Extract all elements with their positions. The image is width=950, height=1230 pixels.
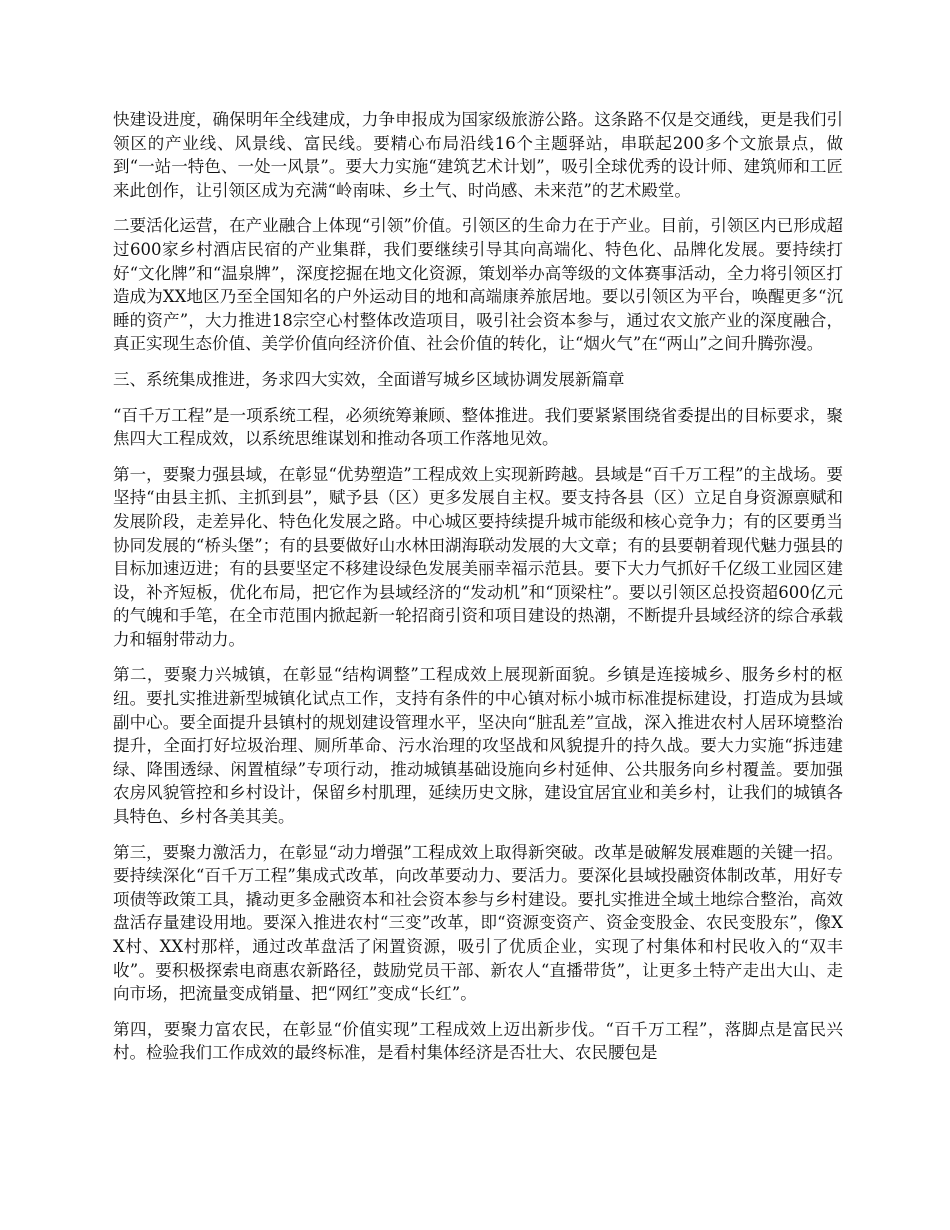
paragraph-4: 第一，要聚力强县域，在彰显“优势塑造”工程成效上实现新跨越。县域是“百千万工程”的主战场。要坚持“由县主抓、主抓到县”，赋予县（区）更多发展自主权。要支持各县（区）立足自身资源禀赋和发展阶段，走差异化、特色化发展之路。中心城区要持续提升城市能级和核心竞争力；有的区要勇当协同发展的“桥头堡”；有的县要做好山水林田湖海联动发展的大文章；有的县要朝着现代魅力强县的目标加速迈进；有的县要坚定不移建设绿色发展美丽幸福示范县。要下大力气抓好千亿级工业园区建设，补齐短板，优化布局，把它作为县域经济的“发动机”和“顶梁柱”。要以引领区总投资超600亿元的气魄和手笔，在全市范围内掀起新一轮招商引资和项目建设的热潮，不断提升县域经济的综合承载力和辐射带动力。 — [113, 464, 843, 649]
paragraph-1: 快建设进度，确保明年全线建成，力争申报成为国家级旅游公路。这条路不仅是交通线，更是我们引领区的产业线、风景线、富民线。要精心布局沿线16个主题驿站，串联起200多个文旅景点，做到“一站一特色、一处一风景”。要大力实施“建筑艺术计划”，吸引全球优秀的设计师、建筑师和工匠来此创作，让引领区成为充满“岭南味、乡土气、时尚感、未来范”的艺术殿堂。 — [113, 110, 843, 200]
paragraph-2: 二要活化运营，在产业融合上体现“引领”价值。引领区的生命力在于产业。目前，引领区内已形成超过600家乡村酒店民宿的产业集群，我们要继续引导其向高端化、特色化、品牌化发展。要持续打好“文化牌”和“温泉牌”，深度挖掘在地文化资源，策划举办高等级的文体赛事活动，全力将引领区打造成为XX地区乃至全国知名的户外运动目的地和高端康养旅居地。要以引领区为平台，唤醒更多“沉睡的资产”，大力推进18宗空心村整体改造项目，吸引社会资本参与，通过农文旅产业的深度融合，真正实现生态价值、美学价值向经济价值、社会价值的转化，让“烟火气”在“两山”之间升腾弥漫。 — [113, 216, 843, 354]
paragraph-5: 第二，要聚力兴城镇，在彰显“结构调整”工程成效上展现新面貌。乡镇是连接城乡、服务乡村的枢纽。要扎实推进新型城镇化试点工作，支持有条件的中心镇对标小城市标准提标建设，打造成为县域副中心。要全面提升县镇村的规划建设管理水平，坚决向“脏乱差”宣战，深入推进农村人居环境整治提升，全面打好垃圾治理、厕所革命、污水治理的攻坚战和风貌提升的持久战。要大力实施“拆违建绿、降围透绿、闲置植绿”专项行动，推动城镇基础设施向乡村延伸、公共服务向乡村覆盖。要加强农房风貌管控和乡村设计，保留乡村肌理，延续历史文脉，建设宜居宜业和美乡村，让我们的城镇各具特色、乡村各美其美。 — [113, 665, 843, 827]
paragraph-3: “百千万工程”是一项系统工程，必须统筹兼顾、整体推进。我们要紧紧围绕省委提出的目标要求，聚焦四大工程成效，以系统思维谋划和推动各项工作落地见效。 — [113, 405, 843, 449]
document-page — [113, 108, 843, 1077]
paragraph-7: 第四，要聚力富农民，在彰显“价值实现”工程成效上迈出新步伐。“百千万工程”，落脚点是富民兴村。检验我们工作成效的最终标准，是看村集体经济是否壮大、农民腰包是 — [113, 1019, 843, 1063]
section-heading: 三、系统集成推进，务求四大实效，全面谱写城乡区域协调发展新篇章 — [113, 369, 625, 389]
paragraph-6: 第三，要聚力激活力，在彰显“动力增强”工程成效上取得新突破。改革是破解发展难题的关键一招。要持续深化“百千万工程”集成式改革，向改革要动力、要活力。要深化县域投融资体制改革，用好专项债等政策工具，撬动更多金融资本和社会资本参与乡村建设。要扎实推进全域土地综合整治，高效盘活存量建设用地。要深入推进农村“三变”改革，即“资源变资产、资金变股金、农民变股东”，像XX村、XX村那样，通过改革盘活了闲置资源，吸引了优质企业，实现了村集体和村民收入的“双丰收”。要积极探索电商惠农新路径，鼓励党员干部、新农人“直播带货”，让更多土特产走出大山、走向市场，把流量变成销量、把“网红”变成“长红”。 — [113, 842, 843, 1004]
